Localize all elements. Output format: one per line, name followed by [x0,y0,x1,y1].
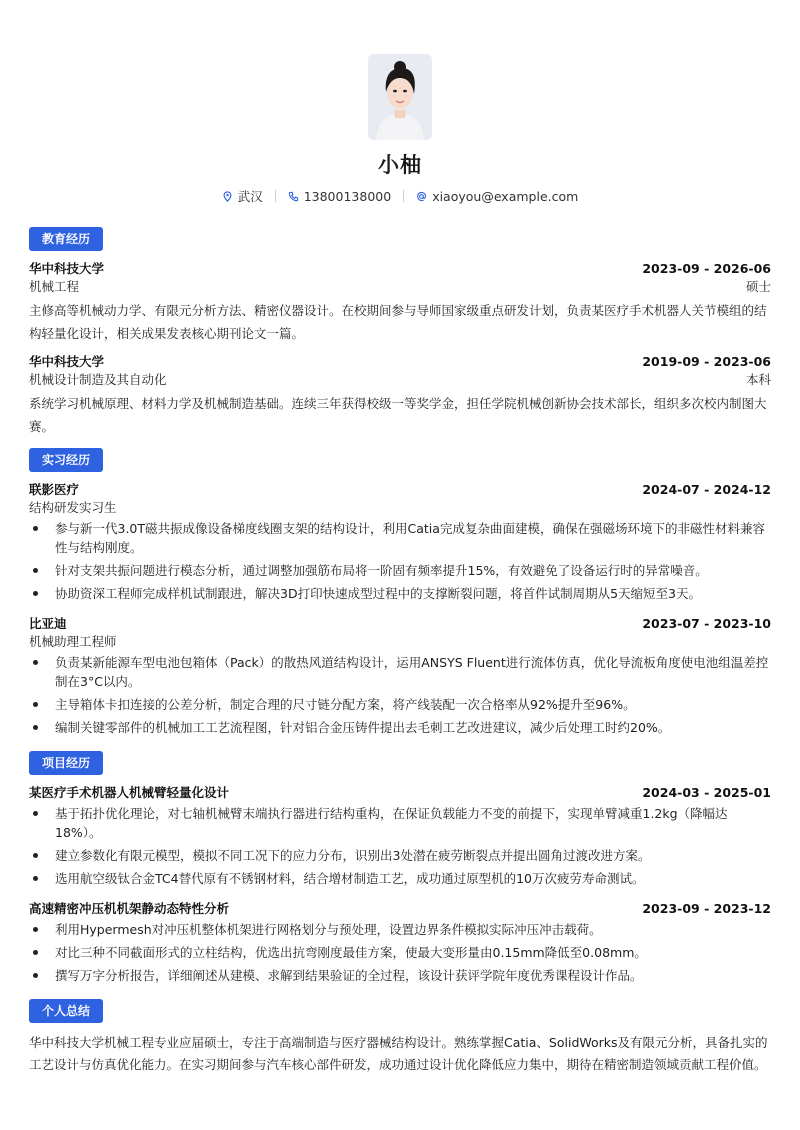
education-entry [29,353,771,438]
date-range: 2024-03 - 2025-01 [642,785,771,800]
contact-email [404,189,590,204]
project-name: 某医疗手术机器人机械臂轻量化设计 [29,785,230,800]
entry-header-row [29,353,771,371]
project-entry [29,784,771,888]
degree: 硕士 [745,279,771,294]
major: 机械设计制造及其自动化 [29,372,167,387]
education-description: 主修高等机械动力学、有限元分析方法、精密仪器设计。在校期间参与导师国家级重点研发计划，负责某医疗手术机器人关节模组的结构轻量化设计，相关成果发表核心期刊论文一篇。 [29,303,767,341]
bullet-item: 编制关键零部件的机械加工工艺流程图，针对铝合金压铸件提出去毛刺工艺改进建议，减少后处理工时约20%。 [29,718,771,737]
role-row [29,633,771,651]
bullet-item: 建立参数化有限元模型，模拟不同工况下的应力分布，识别出3处潜在疲劳断裂点并提出圆角过渡改进方案。 [29,846,771,865]
email-text: xiaoyou@example.com [432,188,579,204]
entry-header-row [29,260,771,278]
internship-section [29,448,771,737]
phone-text: 13800138000 [303,188,392,204]
bullet-item: 利用Hypermesh对冲压机整体机架进行网格划分与预处理，设置边界条件模拟实际冲压冲击载荷。 [29,920,771,939]
education-section [29,227,771,438]
role-row [29,499,771,517]
bullet-list [29,920,771,985]
entry-header-row [29,900,771,918]
entry-header-row [29,784,771,802]
section-title-education: 教育经历 [29,227,103,251]
school-name: 华中科技大学 [29,354,105,369]
entry-subheader-row [29,371,771,389]
section-title-internship: 实习经历 [29,448,103,472]
bullet-list [29,519,771,603]
bullet-item: 选用航空级钛合金TC4替代原有不锈钢材料，结合增材制造工艺，成功通过原型机的10万次疲劳寿命测试。 [29,869,771,888]
date-range: 2023-09 - 2026-06 [642,261,771,276]
bullet-item: 参与新一代3.0T磁共振成像设备梯度线圈支架的结构设计，利用Catia完成复杂曲面建模，确保在强磁场环境下的非磁性材料兼容性与结构刚度。 [29,519,771,557]
section-title-summary: 个人总结 [29,999,103,1023]
contact-phone [276,189,403,204]
bullet-item: 撰写万字分析报告，详细阐述从建模、求解到结果验证的全过程，该设计获评学院年度优秀课程设计作品。 [29,966,771,985]
phone-icon [288,191,299,202]
role-title: 机械助理工程师 [29,634,117,649]
bullet-list [29,804,771,888]
bullet-list [29,653,771,737]
profile-photo [368,54,432,140]
company-name: 联影医疗 [29,482,80,497]
contact-location [210,187,275,205]
major: 机械工程 [29,279,80,294]
entry-subheader-row [29,278,771,296]
summary-section [29,999,771,1076]
bullet-item: 基于拓扑优化理论，对七轴机械臂末端执行器进行结构重构，在保证负载能力不变的前提下，实现单臂减重1.2kg（降幅达18%）。 [29,804,771,842]
summary-text: 华中科技大学机械工程专业应届硕士，专注于高端制造与医疗器械结构设计。熟练掌握Catia、SolidWorks及有限元分析，具备扎实的工艺设计与仿真优化能力。在实习期间参与汽车核心部件研发，成功通过设计优化降低应力集中，期待在精密制造领域贡献工程价值。 [29,1035,768,1072]
date-range: 2023-09 - 2023-12 [642,901,771,916]
project-name: 高速精密冲压机机架静动态特性分析 [29,901,230,916]
bullet-item: 协助资深工程师完成样机试制跟进，解决3D打印快速成型过程中的支撑断裂问题，将首件试制周期从5天缩短至3天。 [29,584,771,603]
company-name: 比亚迪 [29,616,67,631]
date-range: 2019-09 - 2023-06 [642,354,771,369]
bullet-item: 对比三种不同截面形式的立柱结构，优选出抗弯刚度最佳方案，使最大变形量由0.15mm降低至0.08mm。 [29,943,771,962]
bullet-item: 针对支架共振问题进行模态分析，通过调整加强筋布局将一阶固有频率提升15%，有效避免了设备运行时的异常噪音。 [29,561,771,580]
resume-header [29,0,771,205]
contact-info [29,187,771,205]
candidate-name: 小柚 [378,153,422,177]
internship-entry [29,615,771,737]
role-title: 结构研发实习生 [29,500,117,515]
project-entry [29,900,771,985]
section-title-projects: 项目经历 [29,751,103,775]
degree: 本科 [745,372,771,387]
bullet-item: 负责某新能源车型电池包箱体（Pack）的散热风道结构设计，运用ANSYS Fluent进行流体仿真，优化导流板角度使电池组温差控制在3°C以内。 [29,653,771,691]
entry-header-row [29,481,771,499]
internship-entry [29,481,771,603]
school-name: 华中科技大学 [29,261,105,276]
projects-section [29,751,771,985]
location-pin-icon [222,191,233,202]
bullet-item: 主导箱体卡扣连接的公差分析，制定合理的尺寸链分配方案，将产线装配一次合格率从92%提升至96%。 [29,695,771,714]
email-at-icon [416,191,427,202]
date-range: 2023-07 - 2023-10 [642,616,771,631]
education-description: 系统学习机械原理、材料力学及机械制造基础。连续三年获得校级一等奖学金，担任学院机械创新协会技术部长，组织多次校内制图大赛。 [29,396,767,434]
date-range: 2024-07 - 2024-12 [642,482,771,497]
entry-header-row [29,615,771,633]
location-text: 武汉 [237,189,263,204]
education-entry [29,260,771,345]
